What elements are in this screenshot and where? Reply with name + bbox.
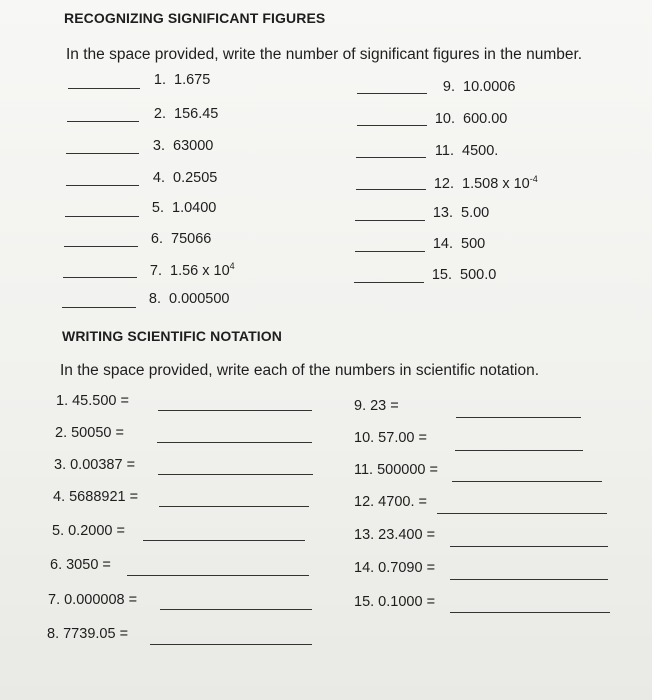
sci-answer-blank-14[interactable] xyxy=(450,579,608,580)
sci-item-9: 9. 23 = xyxy=(354,398,399,414)
answer-blank-9[interactable] xyxy=(357,93,427,94)
sci-item-1: 1. 45.500 = xyxy=(56,393,129,409)
sig-fig-item-4: 4. 0.2505 xyxy=(152,170,218,186)
sci-item-7: 7. 0.000008 = xyxy=(48,592,138,608)
answer-blank-7[interactable] xyxy=(63,277,137,278)
section-instruction-sig-figs: In the space provided, write the number of significant figures in the number. xyxy=(66,46,583,63)
sci-item-13: 13. 23.400 = xyxy=(354,527,436,543)
answer-blank-1[interactable] xyxy=(68,88,140,89)
sig-fig-item-2: 2. 156.45 xyxy=(153,106,219,122)
sci-item-5: 5. 0.2000 = xyxy=(52,523,125,539)
sig-fig-item-8: 8. 0.000500 xyxy=(148,291,230,307)
sig-fig-item-7: 7. 1.56 x $10^4$ xyxy=(149,261,235,279)
sci-item-4: 4. 5688921 = xyxy=(53,489,139,505)
sig-fig-item-1: 1. 1.675 xyxy=(153,72,211,88)
sci-answer-blank-8[interactable] xyxy=(150,644,312,645)
section-title-sig-figs: RECOGNIZING SIGNIFICANT FIGURES xyxy=(64,10,326,26)
sig-fig-item-6: 6. 75066 xyxy=(150,231,212,247)
sig-fig-item-5: 5. 1.0400 xyxy=(151,200,217,216)
sci-item-8: 8. 7739.05 = xyxy=(47,626,129,642)
sci-answer-blank-5[interactable] xyxy=(143,540,305,541)
answer-blank-11[interactable] xyxy=(356,157,426,158)
sig-fig-item-15: 15. 500.0 xyxy=(431,267,497,283)
sci-answer-blank-6[interactable] xyxy=(127,575,309,576)
sci-answer-blank-1[interactable] xyxy=(158,410,312,411)
sci-item-3: 3. 0.00387 = xyxy=(54,457,136,473)
answer-blank-14[interactable] xyxy=(355,251,425,252)
section-instruction-sci-notation: In the space provided, write each of the numbers in scientific notation. xyxy=(60,362,540,379)
sci-item-10: 10. 57.00 = xyxy=(354,430,427,446)
answer-blank-12[interactable] xyxy=(356,189,426,190)
sci-answer-blank-12[interactable] xyxy=(437,513,607,514)
section-title-sci-notation: WRITING SCIENTIFIC NOTATION xyxy=(62,328,282,344)
sci-answer-blank-13[interactable] xyxy=(450,546,608,547)
answer-blank-15[interactable] xyxy=(354,282,424,283)
answer-blank-10[interactable] xyxy=(357,125,427,126)
answer-blank-3[interactable] xyxy=(66,153,139,154)
sci-answer-blank-7[interactable] xyxy=(160,609,312,610)
sig-fig-item-12: 12. 1.508 x $10^{-4}$ xyxy=(433,174,538,192)
answer-blank-8[interactable] xyxy=(62,307,136,308)
sci-item-15: 15. 0.1000 = xyxy=(354,594,436,610)
sci-answer-blank-2[interactable] xyxy=(157,442,312,443)
answer-blank-6[interactable] xyxy=(64,246,138,247)
sci-answer-blank-15[interactable] xyxy=(450,612,610,613)
sig-fig-item-13: 13. 5.00 xyxy=(432,205,490,221)
answer-blank-2[interactable] xyxy=(67,121,139,122)
answer-blank-13[interactable] xyxy=(355,220,425,221)
sci-item-6: 6. 3050 = xyxy=(50,557,111,573)
sci-item-14: 14. 0.7090 = xyxy=(354,560,436,576)
sci-item-2: 2. 50050 = xyxy=(55,425,124,441)
sig-fig-item-14: 14. 500 xyxy=(432,236,486,252)
sig-fig-item-11: 11. 4500. xyxy=(434,143,499,159)
sci-answer-blank-4[interactable] xyxy=(159,506,309,507)
sci-item-11: 11. 500000 = xyxy=(354,462,438,478)
sig-fig-item-10: 10. 600.00 xyxy=(434,111,508,127)
sci-answer-blank-10[interactable] xyxy=(455,450,583,451)
sci-answer-blank-3[interactable] xyxy=(158,474,313,475)
sci-answer-blank-9[interactable] xyxy=(456,417,581,418)
sig-fig-item-9: 9. 10.0006 xyxy=(442,79,516,95)
sci-answer-blank-11[interactable] xyxy=(452,481,602,482)
sig-fig-item-3: 3. 63000 xyxy=(152,138,214,154)
answer-blank-5[interactable] xyxy=(65,216,139,217)
sci-item-12: 12. 4700. = xyxy=(354,494,427,510)
answer-blank-4[interactable] xyxy=(66,185,139,186)
